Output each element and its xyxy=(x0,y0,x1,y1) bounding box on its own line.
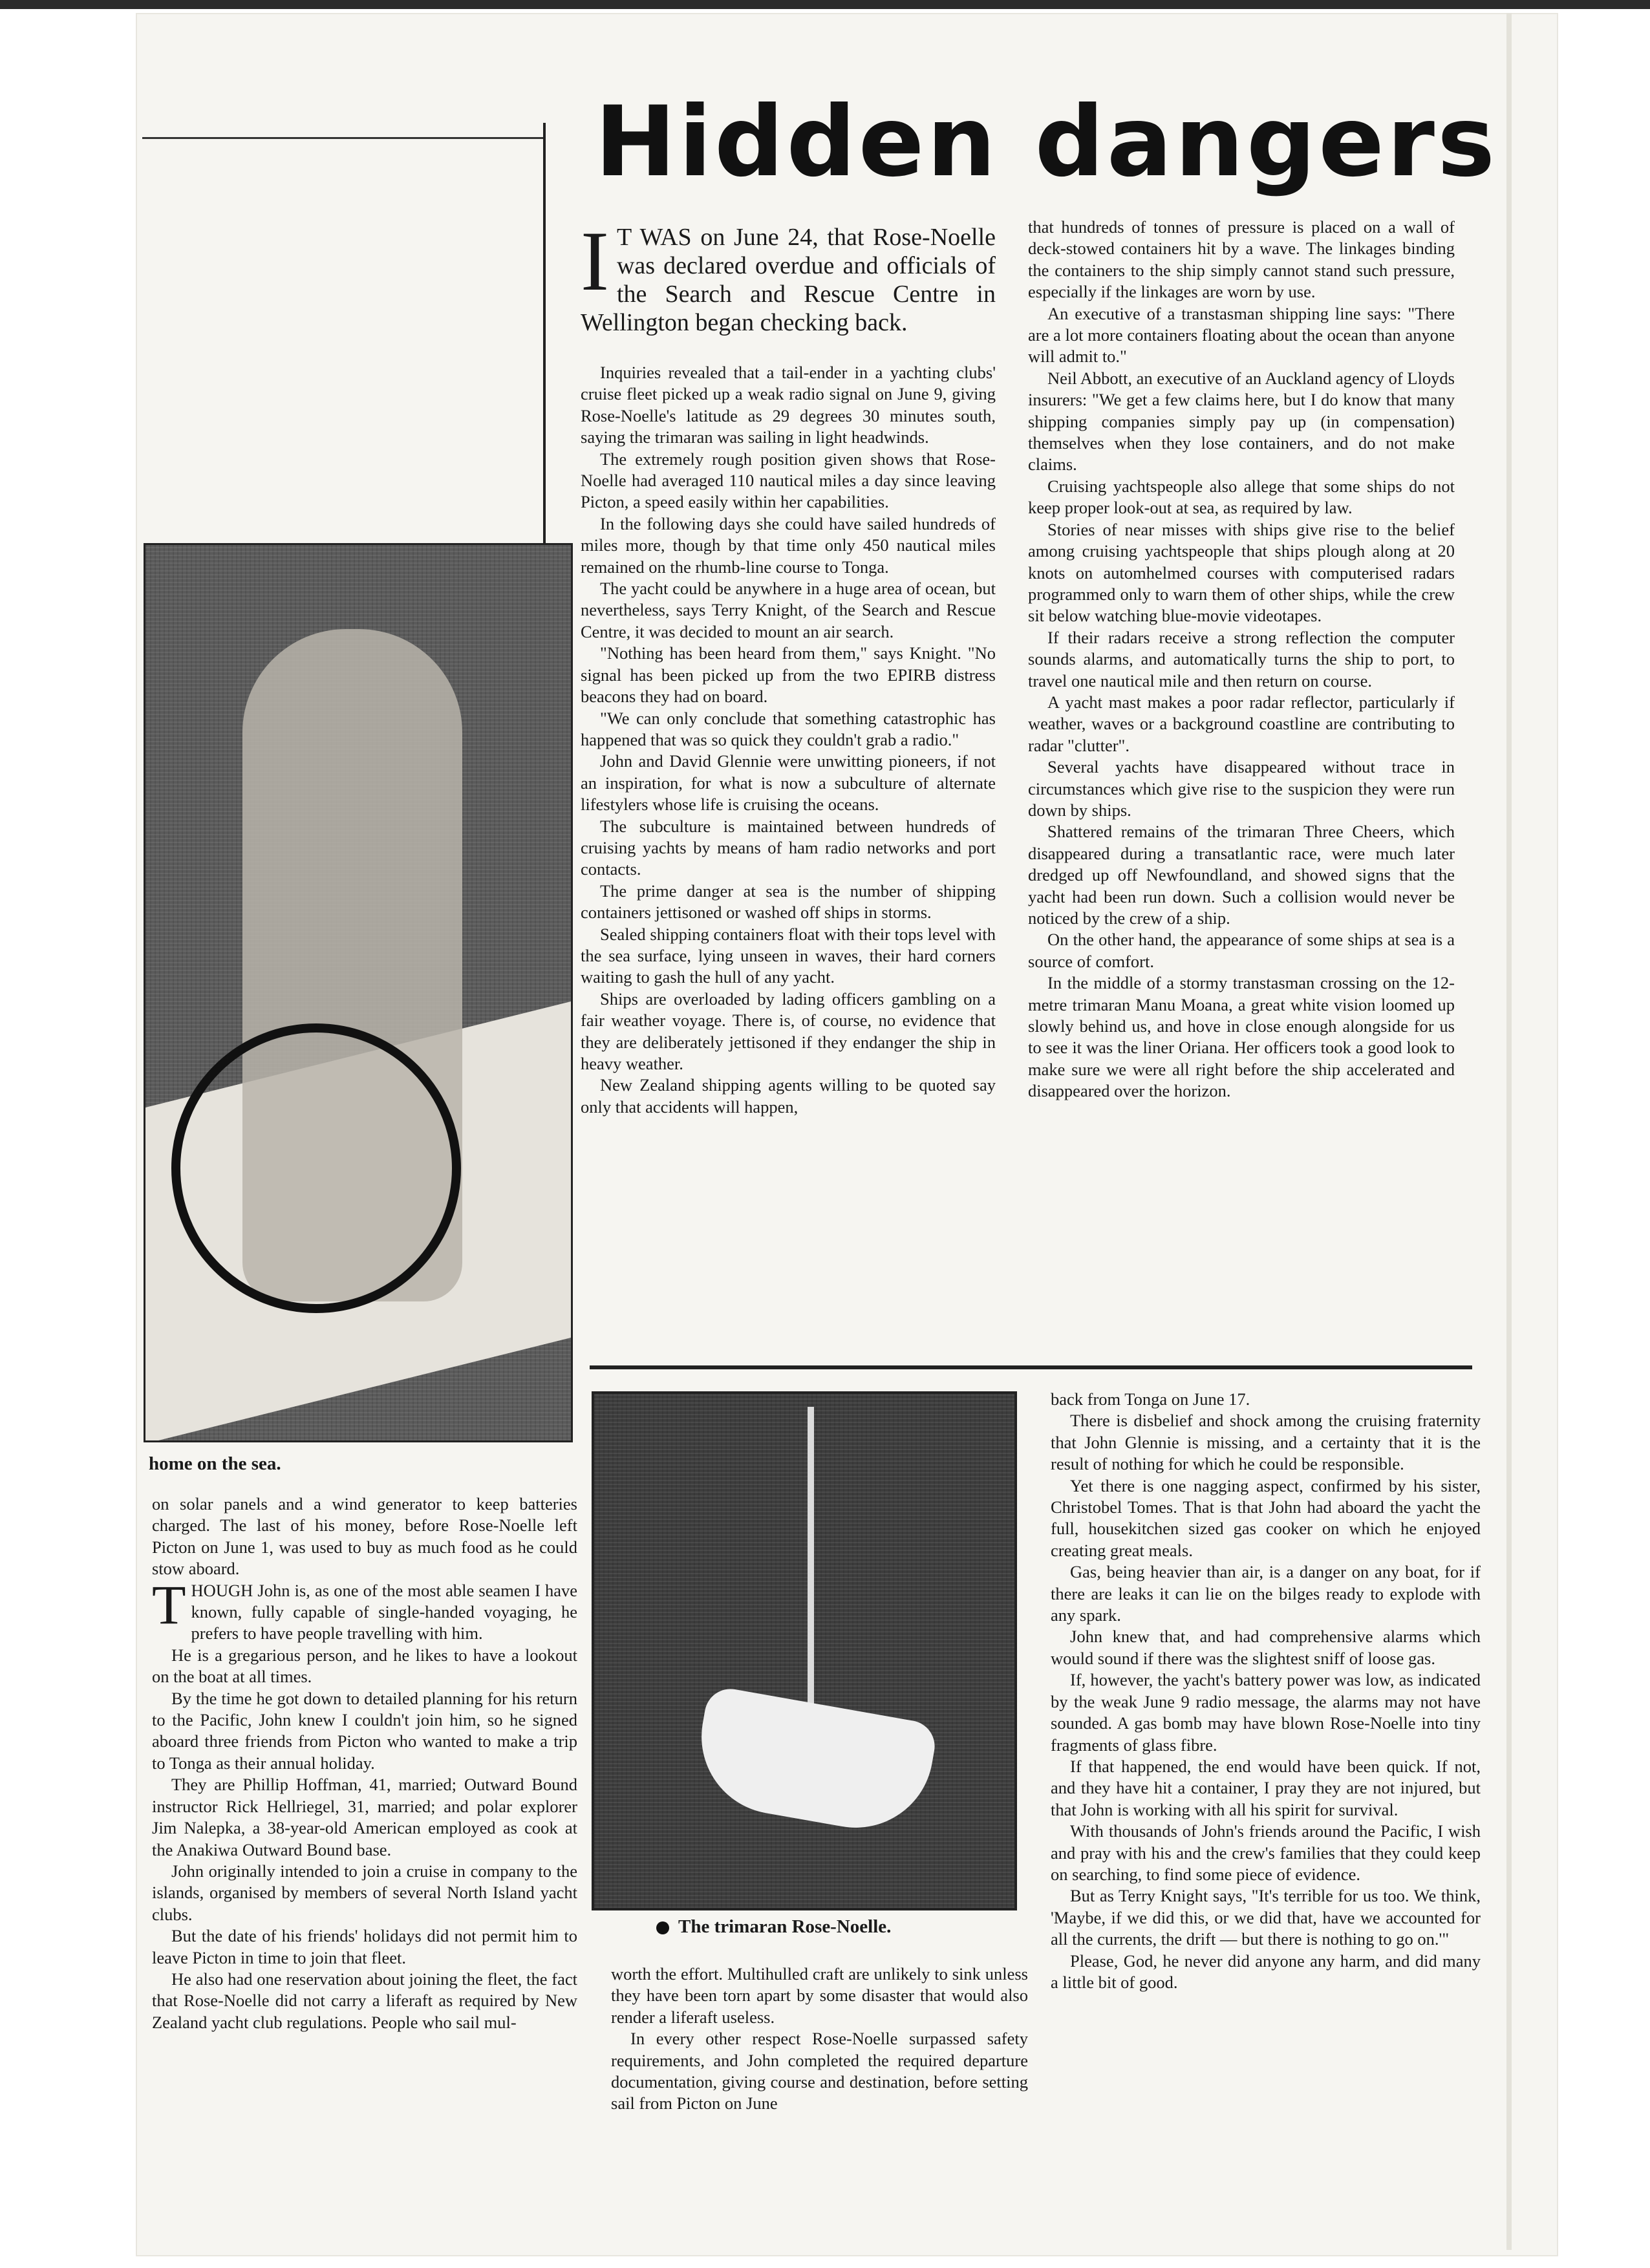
article-column-left xyxy=(152,1493,577,2033)
paragraph: The prime danger at sea is the number of shipping containers jettisoned or washed off ships in storms. xyxy=(581,881,996,923)
paragraph: John knew that, and had comprehensive alarms which would sound if there was the slightest sniff of loose gas. xyxy=(1051,1627,1481,1668)
paragraph: that hundreds of tonnes of pressure is placed on a wall of deck-stowed containers hit by a wave. The linkages binding the containers to the ship simply cannot stand such pressure, especially if the linkages are worn by use. xyxy=(1028,217,1455,302)
scan-edge xyxy=(0,0,1650,9)
paragraph: In the following days she could have sailed hundreds of miles more, though by that time only 450 nautical miles remained on the rhumb-line course to Tonga. xyxy=(581,513,996,577)
photo-caption-sailor: home on the sea. xyxy=(149,1453,281,1474)
paragraph: Yet there is one nagging aspect, confirmed by his sister, Christobel Tomes. That is that John had aboard the yacht the full, housekitchen sized gas cooker on which he enjoyed creating great meals. xyxy=(1051,1475,1481,1560)
paragraph: An executive of a transtasman shipping line says: "There are a lot more containers floating about the ocean than anyone will admit to." xyxy=(1028,303,1455,367)
paragraph: On the other hand, the appearance of some ships at sea is a source of comfort. xyxy=(1028,930,1455,971)
paragraph: But the date of his friends' holidays did not permit him to leave Picton in time to join that fleet. xyxy=(152,1926,577,1967)
paragraph: In the middle of a stormy transtasman crossing on the 12-metre trimaran Manu Moana, a great white vision loomed up slowly behind us, and hove in close enough alongside for us to see it was the liner Oriana. Her officers took a good look to make sure we were all right before the ship accelerated and disappeared over the horizon. xyxy=(1028,973,1455,1101)
paragraph: A yacht mast makes a poor radar reflector, particularly if weather, waves or a background coastline are contributing to radar "clutter". xyxy=(1028,692,1455,755)
headline: Hidden dangers xyxy=(595,86,1498,198)
photo-trimaran xyxy=(592,1391,1017,1910)
paragraph: With thousands of John's friends around the Pacific, I wish and pray with his and the crew's families that they could keep on searching, to find some piece of evidence. xyxy=(1051,1821,1481,1884)
photo-mast xyxy=(808,1407,814,1730)
paragraph: The yacht could be anywhere in a huge area of ocean, but nevertheless, says Terry Knight, of the Search and Rescue Centre, it was decided to mount an air search. xyxy=(581,579,996,641)
paragraph: Inquiries revealed that a tail-ender in a yachting clubs' cruise fleet picked up a weak radio signal on June 9, giving Rose-Noelle's latitude as 29 degrees 30 minutes south, saying the trimaran was sailing in light headwinds. xyxy=(581,363,996,447)
paragraph: Stories of near misses with ships give rise to the belief among cruising yachtspeople that ships plough along at 20 knots on automhelmed courses with computerised radars programmed only to warn them of other ships, while the crew sit below watching blue-movie videotapes. xyxy=(1028,519,1455,626)
paragraph: If that happened, the end would have been quick. If not, and they have hit a container, I pray they are not injured, but that John is working with all his spirit for survival. xyxy=(1051,1756,1481,1819)
paragraph: "Nothing has been heard from them," says Knight. "No signal has been picked up from the two EPIRB distress beacons they had on board. xyxy=(581,643,996,707)
dropcap-I: I xyxy=(581,213,609,308)
lede-text: T WAS on June 24, that Rose-Noelle was declared overdue and officials of the Search and Rescue Centre in Wellington began checking back. xyxy=(581,224,996,336)
paragraph: Ships are overloaded by lading officers gambling on a fair weather voyage. There is, of course, no evidence that they are deliberately jettisoned if they endanger the ship in heavy weather. xyxy=(581,989,996,1073)
photo-caption-trimaran-text: The trimaran Rose-Noelle. xyxy=(678,1916,892,1937)
paragraph: He also had one reservation about joining the fleet, the fact that Rose-Noelle did not carry a liferaft as required by New Zealand yacht club regulations. People who sail mul- xyxy=(152,1969,577,2032)
photo-boat-hull xyxy=(689,1685,939,1840)
paragraph: But as Terry Knight says, "It's terrible for us too. We think, 'Maybe, if we did this, or we did that, have we accounted for all the currents, the drift — but there is nothing to go on.'" xyxy=(1051,1886,1481,1949)
paper-fold xyxy=(1506,13,1512,2250)
article-column-right xyxy=(1051,1389,1481,1993)
paragraph: Cruising yachtspeople also allege that some ships do not keep proper look-out at sea, as required by law. xyxy=(1028,476,1455,518)
paragraph: If, however, the yacht's battery power was low, as indicated by the weak June 9 radio message, the alarms may not have sounded. A gas bomb may have blown Rose-Noelle into tiny fragments of glass fibre. xyxy=(1051,1670,1481,1755)
left-dropcap-paragraph: THOUGH John is, as one of the most able seamen I have known, fully capable of single-handed voyaging, he prefers to have people travelling with him. xyxy=(152,1573,577,1643)
paragraph: In every other respect Rose-Noelle surpassed safety requirements, and John completed the required departure documentation, giving course and destination, before setting sail from Picton on June xyxy=(611,2029,1028,2113)
paragraph: Please, God, he never did anyone any harm, and did many a little bit of good. xyxy=(1051,1951,1481,1992)
paragraph: If their radars receive a strong reflection the computer sounds alarms, and automatically turns the ship to port, to travel one nautical mile and then return on course. xyxy=(1028,627,1455,690)
paragraph: There is disbelief and shock among the cruising fraternity that John Glennie is missing, and a certainty that it is the result of nothing for which he could be responsible. xyxy=(1051,1411,1481,1474)
paragraph: worth the effort. Multihulled craft are unlikely to sink unless they have been torn apart by some disaster that would also render a liferaft useless. xyxy=(611,1964,1028,2027)
paragraph: The extremely rough position given shows that Rose-Noelle had averaged 110 nautical miles a day since leaving Picton, a speed easily within her capabilities. xyxy=(581,449,996,512)
paragraph: Sealed shipping containers float with their tops level with the sea surface, lying unseen in waves, their hard corners waiting to gash the hull of any yacht. xyxy=(581,924,996,987)
paragraph: The subculture is maintained between hundreds of cruising yachts by means of ham radio networks and port contacts. xyxy=(581,816,996,879)
paragraph: "We can only conclude that something catastrophic has happened that was so quick they couldn't grab a radio." xyxy=(581,708,996,749)
paragraph: Several yachts have disappeared without trace in circumstances which give rise to the suspicion they were run down by ships. xyxy=(1028,757,1455,820)
article-column-2 xyxy=(1028,217,1455,1102)
article-column-mid xyxy=(611,1963,1028,2115)
paragraph: Neil Abbott, an executive of an Auckland agency of Lloyds insurers: "We get a few claims here, but I do know that many shipping companies simply pay up (in compensation) themselves when they lose containers, and do not make claims. xyxy=(1028,368,1455,475)
paragraph: Gas, being heavier than air, is a danger on any boat, for if there are leaks it can lie on the bilges ready to explode with any spark. xyxy=(1051,1562,1481,1625)
lede-paragraph xyxy=(581,213,996,337)
paragraph: Shattered remains of the trimaran Three Cheers, which disappeared during a transatlantic race, were much later dredged up off Newfoundland, and showed signs that the yacht had been run down. Such a collision would never be noticed by the crew of a ship. xyxy=(1028,822,1455,928)
paragraph: They are Phillip Hoffman, 41, married; Outward Bound instructor Rick Hellriegel, 31, married; and polar explorer Jim Nalepka, a 38-year-old American employed as cook at the Anakiwa Outward Bound base. xyxy=(152,1775,577,1859)
paragraph: John and David Glennie were unwitting pioneers, if not an inspiration, for what is now a subculture of alternate lifestylers whose life is cruising the oceans. xyxy=(581,751,996,815)
paragraph: John originally intended to join a cruise in company to the islands, organised by members of several North Island yacht clubs. xyxy=(152,1861,577,1924)
bullet-icon xyxy=(656,1921,669,1934)
dropcap-T: T xyxy=(152,1573,186,1636)
paragraph: By the time he got down to detailed planning for his return to the Pacific, John knew I couldn't join him, so he signed aboard three friends from Picton who wanted to make a trip to Tonga as their annual holiday. xyxy=(152,1688,577,1773)
paragraph: New Zealand shipping agents willing to be quoted say only that accidents will happen, xyxy=(581,1075,996,1117)
left-lead-paragraph: on solar panels and a wind generator to keep batteries charged. The last of his money, before Rose-Noelle left Picton on June 1, was used to buy as much food as he could stow aboard. xyxy=(152,1494,577,1579)
article-column-1 xyxy=(581,362,996,1118)
photo-helm-wheel xyxy=(171,1023,461,1313)
section-divider xyxy=(590,1365,1472,1369)
photo-sailor-at-helm xyxy=(144,543,573,1442)
photo-caption-trimaran xyxy=(656,1915,891,1938)
paragraph: back from Tonga on June 17. xyxy=(1051,1389,1250,1409)
left-paragraphs xyxy=(152,1645,577,2033)
paragraph: He is a gregarious person, and he likes to have a lookout on the boat at all times. xyxy=(152,1645,577,1687)
column-rule xyxy=(142,137,543,139)
